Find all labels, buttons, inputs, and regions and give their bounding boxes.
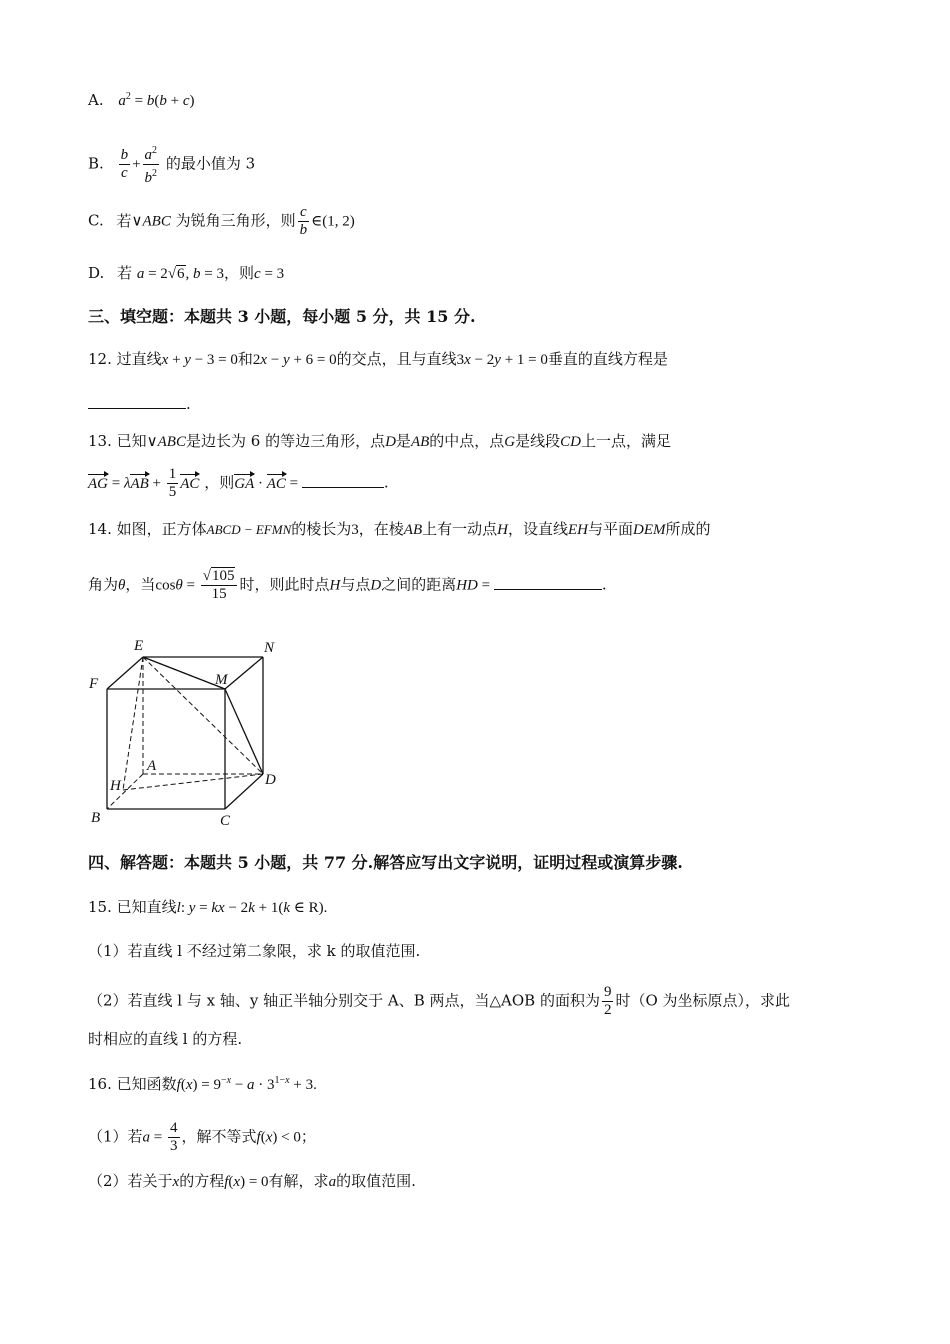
label-a: A (147, 758, 157, 774)
q12-text-1: 过直线 (116, 350, 162, 368)
label-h: H (110, 778, 121, 794)
q16-part-1-text-b: ，解不等式 (181, 1127, 257, 1146)
q14-text-10: 时，则此时点 (239, 575, 330, 594)
q14-text-9: ，当 (125, 575, 156, 594)
option-a (88, 86, 195, 112)
q15-part-2 (88, 984, 790, 1019)
vector-ab: AB (130, 473, 148, 495)
option-a-label: A. (88, 91, 104, 109)
label-d: D (265, 772, 276, 788)
option-a-formula: $a^2 = b(b + c)$ (118, 91, 195, 109)
q13-text-6: 上一点，满足 (580, 432, 671, 450)
section-4-heading: 四、解答题：本题共 5 小题，共 77 分.解答应写出文字说明，证明过程或演算步骤. (88, 853, 683, 872)
q13-text-1: 已知 (116, 432, 147, 450)
option-d-label: D. (88, 264, 105, 282)
q14-text-5: ，设直线 (507, 520, 568, 538)
option-c: C. 若∨ABC 为锐角三角形，则 $\frac{c}{b}$ ∈(1, 2) (88, 204, 355, 238)
q16-part-2-text-d: 的取值范围. (336, 1172, 416, 1190)
fraction-9-2: $\frac{9}{2}$ (603, 984, 612, 1018)
q13-number: 13. (88, 432, 112, 450)
fraction-sqrt105-15: $\frac{√105}{15}$ (201, 568, 238, 603)
q14-text-4: 上有一动点 (422, 520, 498, 538)
vector-ag: AG (88, 473, 108, 495)
option-b-label: B. (88, 154, 104, 173)
q15-part-2-text-b: 时（O 为坐标原点），求此 (615, 991, 791, 1010)
q14-text-12: 之间的距离 (381, 575, 457, 594)
cube-figure (85, 632, 295, 832)
label-m: M (215, 672, 228, 688)
q15-number: 15. (88, 898, 112, 916)
q12-answer-line: . (88, 392, 191, 415)
q16-part-2-text-c: 有解，求 (268, 1172, 329, 1190)
q13-text-5: 是线段 (515, 432, 561, 450)
q15-part-2-text-a: （2）若直线 l 与 x 轴、y 轴正半轴分别交于 A、B 两点，当△AOB 的面积为 (88, 991, 600, 1010)
fraction-4-3: $\frac{4}{3}$ (170, 1120, 178, 1154)
q13-text-4: 的中点，点 (429, 432, 505, 450)
q16-text-1: 已知函数 (116, 1075, 177, 1093)
fraction-c-b: $\frac{c}{b}$ (299, 204, 308, 238)
label-f: F (89, 676, 99, 692)
option-c-text-2: 为锐角三角形，则 (175, 211, 296, 230)
q12-text-3: 的交点，且与直线 (336, 350, 457, 368)
vector-ac-2: AC (267, 473, 286, 495)
label-c: C (220, 813, 231, 829)
question-12: 12. 过直线x + y − 3 = 0和2x − y + 6 = 0的交点，且与直线3x − 2y + 1 = 0垂直的直线方程是 (88, 350, 668, 368)
question-16: 16. 已知函数$f(x) = 9^{-x} - a \cdot 3^{1-x} + 3$. (88, 1075, 317, 1093)
q12-text-4: 垂直的直线方程是 (547, 350, 668, 368)
q16-part-2-text-b: 的方程 (179, 1172, 225, 1190)
label-n: N (264, 640, 275, 656)
fraction-b-c: $\frac{b}{c}$ (120, 147, 129, 181)
question-15: 15. 已知直线l: y = kx − 2k + 1(k ∈ R). (88, 898, 328, 916)
q14-text-11: 与点 (340, 575, 371, 594)
q15-text-1: 已知直线 (116, 898, 177, 916)
q14-text-6: 与平面 (588, 520, 634, 538)
option-b: B. $\frac{b}{c}$ + $\frac{a^2}{b^2}$ 的最小值为 3 (88, 142, 255, 187)
q14-text-7: 所成的 (665, 520, 711, 538)
q16-part-2: （2）若关于x的方程f(x) = 0有解，求a的取值范围. (88, 1172, 416, 1190)
fraction-a2-b2: $\frac{a^2}{b^2}$ (143, 142, 160, 187)
q14-text-8: 角为 (88, 575, 119, 594)
section-3-heading: 三、填空题：本题共 3 小题，每小题 5 分，共 15 分. (88, 307, 476, 326)
q12-text-2: 和 (237, 350, 253, 368)
label-e: E (134, 638, 144, 654)
question-13: 13. 已知∨ABC是边长为 6 的等边三角形，点D是AB的中点，点G是线段CD上一点，满足 (88, 432, 671, 450)
option-d-text-2: ，则 (224, 264, 255, 282)
q16-number: 16. (88, 1075, 112, 1093)
q14-text-1: 如图，正方体 (116, 520, 207, 538)
q13-text-7: ，则 (204, 473, 235, 492)
vector-ga: GA (234, 473, 254, 495)
q13-formula-line: AG = λAB + $\frac{1}{5}$ AC ，则GA · AC = . (88, 466, 389, 500)
q16-part-1: （1）若a = $\frac{4}{3}$ ，解不等式f(x) < 0； (88, 1120, 316, 1154)
question-14: 14. 如图，正方体ABCD − EFMN的棱长为3，在棱AB上有一动点H，设直线EH与平面DEM所成的 (88, 520, 711, 538)
q14-number: 14. (88, 520, 112, 538)
q15-part-2-cont: 时相应的直线 l 的方程. (88, 1030, 243, 1048)
q14-line-2: 角为θ，当cosθ = $\frac{√105}{15}$ 时，则此时点H与点D之间的距离HD = . (88, 568, 607, 602)
q15-part-1: （1）若直线 l 不经过第二象限，求 k 的取值范围. (88, 942, 421, 960)
option-c-text-1: 若 (116, 211, 132, 230)
q14-text-2: 的棱长为 (291, 520, 352, 538)
label-b: B (91, 810, 101, 826)
q14-text-3: ，在棱 (358, 520, 404, 538)
option-d-text-1: 若 (117, 264, 133, 282)
q16-part-1-text-a: （1）若 (88, 1127, 143, 1146)
q16-part-2-text-a: （2）若关于 (88, 1172, 173, 1190)
q12-number: 12. (88, 350, 112, 368)
option-d: D. 若 a = 2√6, b = 3，则c = 3 (88, 264, 285, 282)
fraction-1-5: $\frac{1}{5}$ (168, 466, 177, 500)
vector-ac: AC (180, 473, 199, 495)
triangle-abc: ∨ABC (131, 213, 171, 230)
option-c-label: C. (88, 211, 104, 230)
q13-text-2: 是边长为 6 的等边三角形，点 (185, 432, 386, 450)
option-d-formula: a = 2√6, b = 3 (136, 266, 225, 282)
option-b-text: 的最小值为 3 (165, 154, 256, 173)
q13-text-3: 是 (395, 432, 411, 450)
